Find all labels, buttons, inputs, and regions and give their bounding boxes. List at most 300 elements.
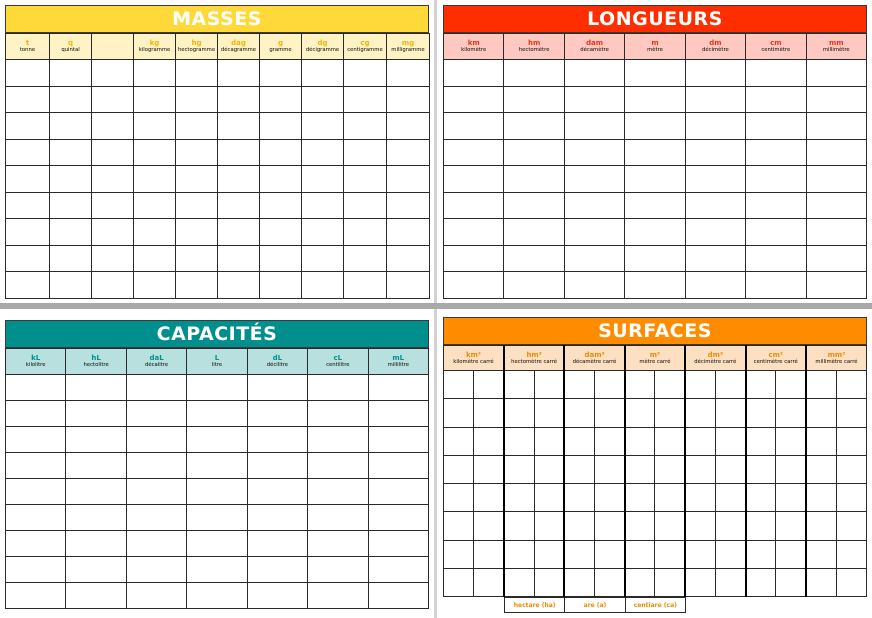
table-cell[interactable] [187,479,247,505]
table-cell[interactable] [92,86,134,113]
table-cell[interactable] [625,568,655,596]
table-cell[interactable] [685,86,745,113]
table-cell[interactable] [344,139,387,166]
table-cell[interactable] [302,86,344,113]
table-cell[interactable] [685,455,715,483]
table-cell[interactable] [504,427,534,455]
table-cell[interactable] [504,371,534,399]
table-cell[interactable] [368,557,428,583]
table-cell[interactable] [625,540,655,568]
table-cell[interactable] [308,505,368,531]
table-cell[interactable] [92,60,134,87]
table-cell[interactable] [564,245,624,272]
table-cell[interactable] [655,399,685,427]
table-cell[interactable] [746,219,806,246]
table-cell[interactable] [176,245,218,272]
table-cell[interactable] [746,245,806,272]
table-cell[interactable] [387,113,430,140]
table-cell[interactable] [655,568,685,596]
table-cell[interactable] [444,245,504,272]
table-cell[interactable] [126,531,186,557]
table-cell[interactable] [534,484,564,512]
table-cell[interactable] [655,427,685,455]
table-cell[interactable] [685,371,715,399]
table-cell[interactable] [126,505,186,531]
table-cell[interactable] [685,568,715,596]
table-cell[interactable] [715,427,745,455]
table-cell[interactable] [387,139,430,166]
table-cell[interactable] [368,531,428,557]
table-cell[interactable] [806,192,866,219]
table-cell[interactable] [126,557,186,583]
table-cell[interactable] [806,166,866,193]
table-cell[interactable] [387,166,430,193]
table-cell[interactable] [187,375,247,401]
table-cell[interactable] [134,60,176,87]
table-cell[interactable] [534,399,564,427]
table-cell[interactable] [564,139,624,166]
table-cell[interactable] [534,568,564,596]
table-cell[interactable] [6,505,66,531]
table-cell[interactable] [308,479,368,505]
table-cell[interactable] [247,531,307,557]
table-cell[interactable] [176,113,218,140]
table-cell[interactable] [655,455,685,483]
table-cell[interactable] [50,60,92,87]
table-cell[interactable] [247,427,307,453]
table-cell[interactable] [806,86,866,113]
table-cell[interactable] [504,245,564,272]
table-cell[interactable] [504,166,564,193]
table-cell[interactable] [504,272,564,299]
table-cell[interactable] [534,455,564,483]
table-cell[interactable] [746,512,776,540]
table-cell[interactable] [504,139,564,166]
table-cell[interactable] [302,166,344,193]
table-cell[interactable] [836,399,866,427]
table-cell[interactable] [625,113,685,140]
table-cell[interactable] [126,583,186,609]
table-cell[interactable] [218,113,260,140]
table-cell[interactable] [218,166,260,193]
table-cell[interactable] [247,557,307,583]
table-cell[interactable] [504,219,564,246]
table-cell[interactable] [444,219,504,246]
table-cell[interactable] [746,568,776,596]
table-cell[interactable] [564,455,594,483]
table-cell[interactable] [344,113,387,140]
table-cell[interactable] [260,60,302,87]
table-cell[interactable] [66,583,126,609]
table-cell[interactable] [444,399,474,427]
table-cell[interactable] [247,505,307,531]
table-cell[interactable] [126,427,186,453]
table-cell[interactable] [66,531,126,557]
table-cell[interactable] [625,512,655,540]
table-cell[interactable] [50,192,92,219]
table-cell[interactable] [474,568,504,596]
table-cell[interactable] [368,505,428,531]
table-cell[interactable] [564,60,624,87]
table-cell[interactable] [504,113,564,140]
table-cell[interactable] [387,219,430,246]
table-cell[interactable] [444,568,474,596]
table-cell[interactable] [302,139,344,166]
table-cell[interactable] [776,540,806,568]
table-cell[interactable] [504,484,534,512]
table-cell[interactable] [66,453,126,479]
table-cell[interactable] [260,86,302,113]
table-cell[interactable] [260,166,302,193]
table-cell[interactable] [260,139,302,166]
table-cell[interactable] [92,192,134,219]
table-cell[interactable] [444,484,474,512]
table-cell[interactable] [625,166,685,193]
table-cell[interactable] [302,245,344,272]
table-cell[interactable] [746,540,776,568]
table-cell[interactable] [308,531,368,557]
table-cell[interactable] [836,371,866,399]
table-cell[interactable] [218,219,260,246]
table-cell[interactable] [387,192,430,219]
table-cell[interactable] [6,479,66,505]
table-cell[interactable] [564,399,594,427]
table-cell[interactable] [66,375,126,401]
table-cell[interactable] [247,453,307,479]
table-cell[interactable] [504,399,534,427]
table-cell[interactable] [50,166,92,193]
table-cell[interactable] [187,453,247,479]
table-cell[interactable] [564,166,624,193]
table-cell[interactable] [6,453,66,479]
table-cell[interactable] [625,484,655,512]
table-cell[interactable] [387,86,430,113]
table-cell[interactable] [625,399,655,427]
table-cell[interactable] [655,540,685,568]
table-cell[interactable] [6,245,50,272]
table-cell[interactable] [66,557,126,583]
table-cell[interactable] [564,427,594,455]
table-cell[interactable] [836,427,866,455]
table-cell[interactable] [504,192,564,219]
table-cell[interactable] [746,484,776,512]
table-cell[interactable] [504,86,564,113]
table-cell[interactable] [187,583,247,609]
table-cell[interactable] [6,427,66,453]
table-cell[interactable] [746,166,806,193]
table-cell[interactable] [134,245,176,272]
table-cell[interactable] [625,139,685,166]
table-cell[interactable] [474,484,504,512]
table-cell[interactable] [685,192,745,219]
table-cell[interactable] [176,60,218,87]
table-cell[interactable] [444,192,504,219]
table-cell[interactable] [625,192,685,219]
table-cell[interactable] [806,219,866,246]
table-cell[interactable] [176,219,218,246]
table-cell[interactable] [776,427,806,455]
table-cell[interactable] [534,540,564,568]
table-cell[interactable] [66,427,126,453]
table-cell[interactable] [6,60,50,87]
table-cell[interactable] [247,375,307,401]
table-cell[interactable] [6,219,50,246]
table-cell[interactable] [806,139,866,166]
table-cell[interactable] [715,399,745,427]
table-cell[interactable] [444,455,474,483]
table-cell[interactable] [715,540,745,568]
table-cell[interactable] [806,245,866,272]
table-cell[interactable] [746,399,776,427]
table-cell[interactable] [685,399,715,427]
table-cell[interactable] [92,113,134,140]
table-cell[interactable] [92,166,134,193]
table-cell[interactable] [187,531,247,557]
table-cell[interactable] [564,484,594,512]
table-cell[interactable] [368,583,428,609]
table-cell[interactable] [444,86,504,113]
table-cell[interactable] [685,484,715,512]
table-cell[interactable] [6,531,66,557]
table-cell[interactable] [595,568,625,596]
table-cell[interactable] [247,583,307,609]
table-cell[interactable] [302,272,344,299]
table-cell[interactable] [308,401,368,427]
table-cell[interactable] [746,455,776,483]
table-cell[interactable] [715,568,745,596]
table-cell[interactable] [247,479,307,505]
table-cell[interactable] [474,399,504,427]
table-cell[interactable] [134,166,176,193]
table-cell[interactable] [444,113,504,140]
table-cell[interactable] [474,427,504,455]
table-cell[interactable] [685,272,745,299]
table-cell[interactable] [715,484,745,512]
table-cell[interactable] [474,540,504,568]
table-cell[interactable] [685,427,715,455]
table-cell[interactable] [134,86,176,113]
table-cell[interactable] [344,272,387,299]
table-cell[interactable] [308,427,368,453]
table-cell[interactable] [126,479,186,505]
table-cell[interactable] [6,375,66,401]
table-cell[interactable] [806,540,836,568]
table-cell[interactable] [595,512,625,540]
table-cell[interactable] [176,272,218,299]
table-cell[interactable] [564,219,624,246]
table-cell[interactable] [50,272,92,299]
table-cell[interactable] [344,166,387,193]
table-cell[interactable] [6,139,50,166]
table-cell[interactable] [534,427,564,455]
table-cell[interactable] [564,86,624,113]
table-cell[interactable] [504,60,564,87]
table-cell[interactable] [92,219,134,246]
table-cell[interactable] [50,139,92,166]
table-cell[interactable] [134,219,176,246]
table-cell[interactable] [625,427,655,455]
table-cell[interactable] [218,245,260,272]
table-cell[interactable] [746,272,806,299]
table-cell[interactable] [776,399,806,427]
table-cell[interactable] [444,512,474,540]
table-cell[interactable] [746,139,806,166]
table-cell[interactable] [50,113,92,140]
table-cell[interactable] [247,401,307,427]
table-cell[interactable] [625,86,685,113]
table-cell[interactable] [134,192,176,219]
table-cell[interactable] [806,427,836,455]
table-cell[interactable] [444,427,474,455]
table-cell[interactable] [444,139,504,166]
table-cell[interactable] [595,399,625,427]
table-cell[interactable] [564,192,624,219]
table-cell[interactable] [746,113,806,140]
table-cell[interactable] [715,512,745,540]
table-cell[interactable] [625,455,655,483]
table-cell[interactable] [685,166,745,193]
table-cell[interactable] [625,60,685,87]
table-cell[interactable] [776,512,806,540]
table-cell[interactable] [564,540,594,568]
table-cell[interactable] [218,60,260,87]
table-cell[interactable] [92,139,134,166]
table-cell[interactable] [836,484,866,512]
table-cell[interactable] [715,455,745,483]
table-cell[interactable] [308,375,368,401]
table-cell[interactable] [625,245,685,272]
table-cell[interactable] [776,484,806,512]
table-cell[interactable] [187,401,247,427]
table-cell[interactable] [6,401,66,427]
table-cell[interactable] [776,568,806,596]
table-cell[interactable] [344,245,387,272]
table-cell[interactable] [50,245,92,272]
table-cell[interactable] [474,371,504,399]
table-cell[interactable] [836,568,866,596]
table-cell[interactable] [302,219,344,246]
table-cell[interactable] [655,512,685,540]
table-cell[interactable] [685,139,745,166]
table-cell[interactable] [595,427,625,455]
table-cell[interactable] [504,540,534,568]
table-cell[interactable] [806,399,836,427]
table-cell[interactable] [66,401,126,427]
table-cell[interactable] [655,484,685,512]
table-cell[interactable] [218,139,260,166]
table-cell[interactable] [806,272,866,299]
table-cell[interactable] [260,272,302,299]
table-cell[interactable] [806,371,836,399]
table-cell[interactable] [564,272,624,299]
table-cell[interactable] [92,245,134,272]
table-cell[interactable] [308,583,368,609]
table-cell[interactable] [368,401,428,427]
table-cell[interactable] [836,455,866,483]
table-cell[interactable] [66,479,126,505]
table-cell[interactable] [126,401,186,427]
table-cell[interactable] [444,371,474,399]
table-cell[interactable] [504,455,534,483]
table-cell[interactable] [504,568,534,596]
table-cell[interactable] [176,192,218,219]
table-cell[interactable] [625,371,655,399]
table-cell[interactable] [444,166,504,193]
table-cell[interactable] [595,540,625,568]
table-cell[interactable] [260,113,302,140]
table-cell[interactable] [344,219,387,246]
table-cell[interactable] [746,86,806,113]
table-cell[interactable] [368,375,428,401]
table-cell[interactable] [595,484,625,512]
table-cell[interactable] [806,484,836,512]
table-cell[interactable] [176,86,218,113]
table-cell[interactable] [836,540,866,568]
table-cell[interactable] [746,192,806,219]
table-cell[interactable] [776,371,806,399]
table-cell[interactable] [176,166,218,193]
table-cell[interactable] [134,272,176,299]
table-cell[interactable] [387,245,430,272]
table-cell[interactable] [564,113,624,140]
table-cell[interactable] [50,86,92,113]
table-cell[interactable] [444,540,474,568]
table-cell[interactable] [746,371,776,399]
table-cell[interactable] [187,557,247,583]
table-cell[interactable] [6,192,50,219]
table-cell[interactable] [218,86,260,113]
table-cell[interactable] [685,512,715,540]
table-cell[interactable] [302,192,344,219]
table-cell[interactable] [50,219,92,246]
table-cell[interactable] [344,86,387,113]
table-cell[interactable] [474,512,504,540]
table-cell[interactable] [187,505,247,531]
table-cell[interactable] [66,505,126,531]
table-cell[interactable] [504,512,534,540]
table-cell[interactable] [715,371,745,399]
table-cell[interactable] [260,245,302,272]
table-cell[interactable] [218,192,260,219]
table-cell[interactable] [444,272,504,299]
table-cell[interactable] [655,371,685,399]
table-cell[interactable] [308,453,368,479]
table-cell[interactable] [685,219,745,246]
table-cell[interactable] [368,427,428,453]
table-cell[interactable] [806,512,836,540]
table-cell[interactable] [134,139,176,166]
table-cell[interactable] [806,568,836,596]
table-cell[interactable] [134,113,176,140]
table-cell[interactable] [534,371,564,399]
table-cell[interactable] [685,60,745,87]
table-cell[interactable] [746,60,806,87]
table-cell[interactable] [564,568,594,596]
table-cell[interactable] [595,371,625,399]
table-cell[interactable] [685,540,715,568]
table-cell[interactable] [176,139,218,166]
table-cell[interactable] [6,113,50,140]
table-cell[interactable] [302,60,344,87]
table-cell[interactable] [806,113,866,140]
table-cell[interactable] [6,166,50,193]
table-cell[interactable] [685,245,745,272]
table-cell[interactable] [368,479,428,505]
table-cell[interactable] [126,375,186,401]
table-cell[interactable] [806,455,836,483]
table-cell[interactable] [302,113,344,140]
table-cell[interactable] [776,455,806,483]
